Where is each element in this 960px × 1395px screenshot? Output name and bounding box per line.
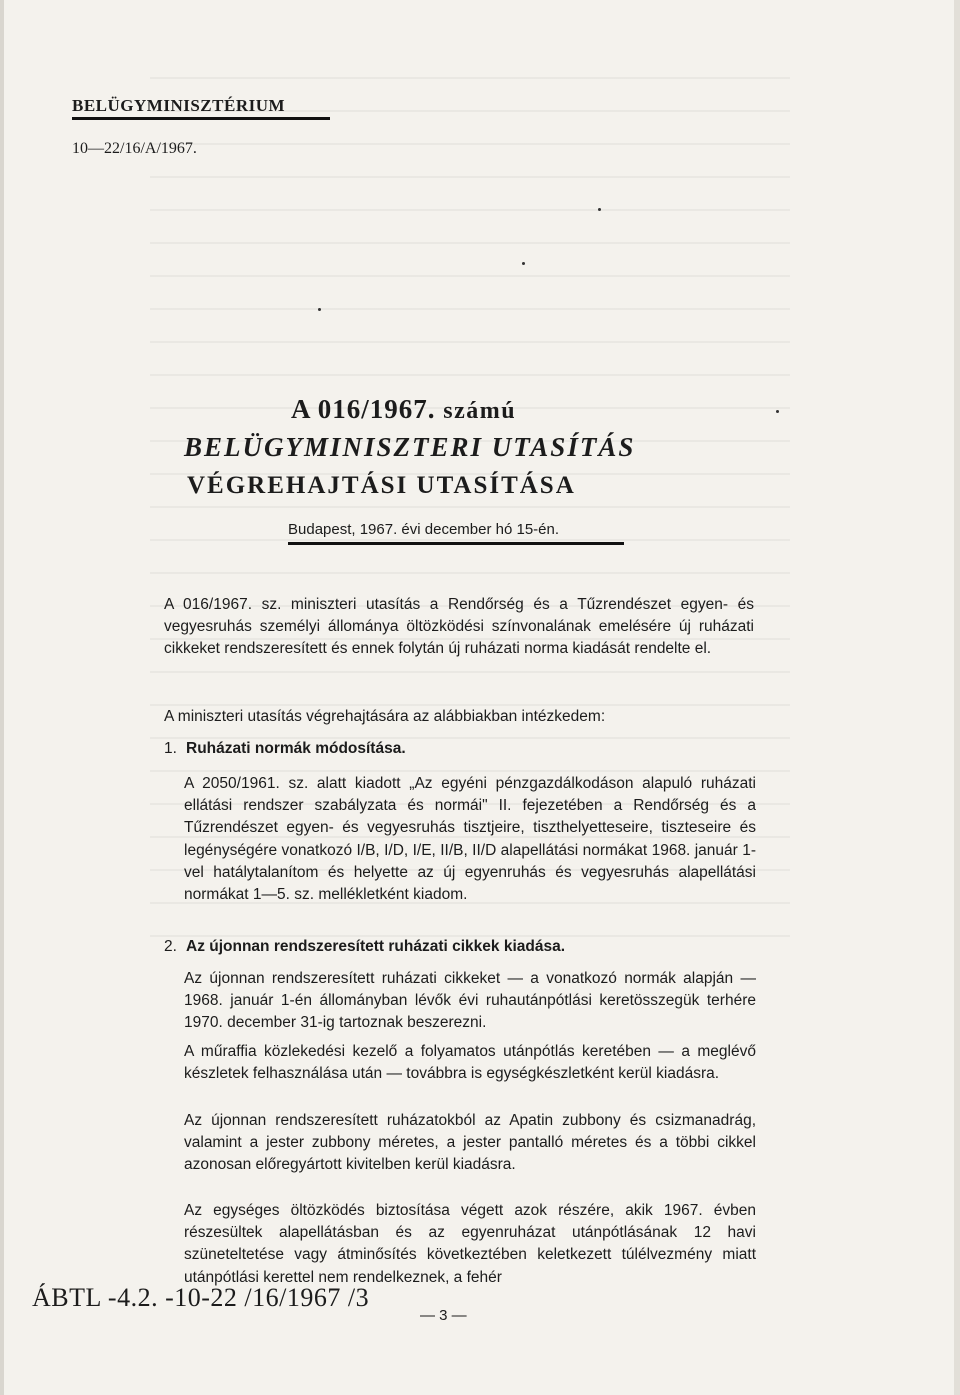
title-line-1 (291, 394, 516, 425)
page-edge-right (954, 0, 960, 1395)
section-1-number: 1. (164, 740, 177, 757)
section-2-paragraph-2: A műraffia közlekedési kezelő a folyamatos utánpótlás keretében — a meglévő készletek felhasználása után — továbbra is egységkészletként kerül kiadásra. (184, 1043, 756, 1083)
page-number: — 3 — (420, 1307, 467, 1324)
ministry-underline (72, 117, 330, 120)
section-1-heading (164, 740, 406, 758)
ink-speck (776, 410, 779, 413)
intro-paragraph-2: A miniszteri utasítás végrehajtására az alábbiakban intézkedem: (164, 708, 606, 725)
ink-speck (318, 308, 321, 311)
ministry-heading: BELÜGYMINISZTÉRIUM (72, 96, 286, 115)
title-line-2: BELÜGYMINISZTERI UTASÍTÁS (184, 432, 636, 462)
ink-speck (598, 208, 601, 211)
section-2-paragraph-4: Az egységes öltözködés biztosítása végett azok részére, akik 1967. évben részesültek alapellátásban és az egyenruházat utánpótlásának 12 havi szüneteltetése vagy átminősítés következtében keletkezett túlélvezmény miatt utánpótlási kerettel nem rendelkeznek, a fehér (184, 1202, 756, 1286)
dateline-underline (288, 542, 624, 545)
section-2-paragraph-3: Az újonnan rendszeresített ruházatokból az Apatin zubbony és csizmanadrág, valamint a jester zubbony méretes, a jester pantalló méretes és a többi cikkel azonosan előregyártott kivitelben kerül kiadásra. (184, 1112, 756, 1174)
title-number: A 016/1967. (291, 394, 436, 424)
section-2-heading (164, 938, 565, 956)
page-edge-left (0, 0, 4, 1395)
document-reference: 10—22/16/A/1967. (72, 140, 197, 157)
title-word: számú (443, 398, 517, 424)
section-2-title: Az újonnan rendszeresített ruházati cikkek kiadása. (186, 938, 566, 955)
intro-paragraph-1: A 016/1967. sz. miniszteri utasítás a Rendőrség és a Tűzrendészet egyen- és vegyesruhás személyi állománya öltözködési színvonalának emelésére új ruházati cikkeket rendszeresített és ennek folytán új ruházati norma kiadását rendelte el. (164, 596, 754, 658)
ink-speck (522, 262, 525, 265)
title-line-3: VÉGREHAJTÁSI UTASÍTÁSA (187, 472, 576, 499)
section-2-paragraph-1: Az újonnan rendszeresített ruházati cikkeket — a vonatkozó normák alapján — 1968. január 1-én állományban lévők évi ruhautánpótlási keretösszegük terhére 1970. december 31-ig tartoznak beszerezni. (184, 970, 756, 1032)
section-1-paragraph-1: A 2050/1961. sz. alatt kiadott „Az egyéni pénzgazdálkodáson alapuló ruházati ellátási rendszer szabályzata és normái" II. fejezetében a Rendőrség és a Tűzrendészet egyen- és vegyesruhás tisztjeire, tiszthelyetteseire, tiszteseire és legénységére vonatkozó I/B, I/D, I/E, II/B, II/D alapellátási normákat 1968. január 1-vel hatálytalanítom és helyette az új egyenruhás és vegyesruhás alapellátási normákat 1—5. sz. mellékletként kiadom. (184, 775, 756, 904)
archive-reference: ÁBTL -4.2. -10-22 /16/1967 /3 (32, 1283, 370, 1312)
dateline: Budapest, 1967. évi december hó 15-én. (288, 521, 560, 538)
section-2-number: 2. (164, 938, 177, 955)
section-1-title: Ruházati normák módosítása. (186, 740, 406, 757)
